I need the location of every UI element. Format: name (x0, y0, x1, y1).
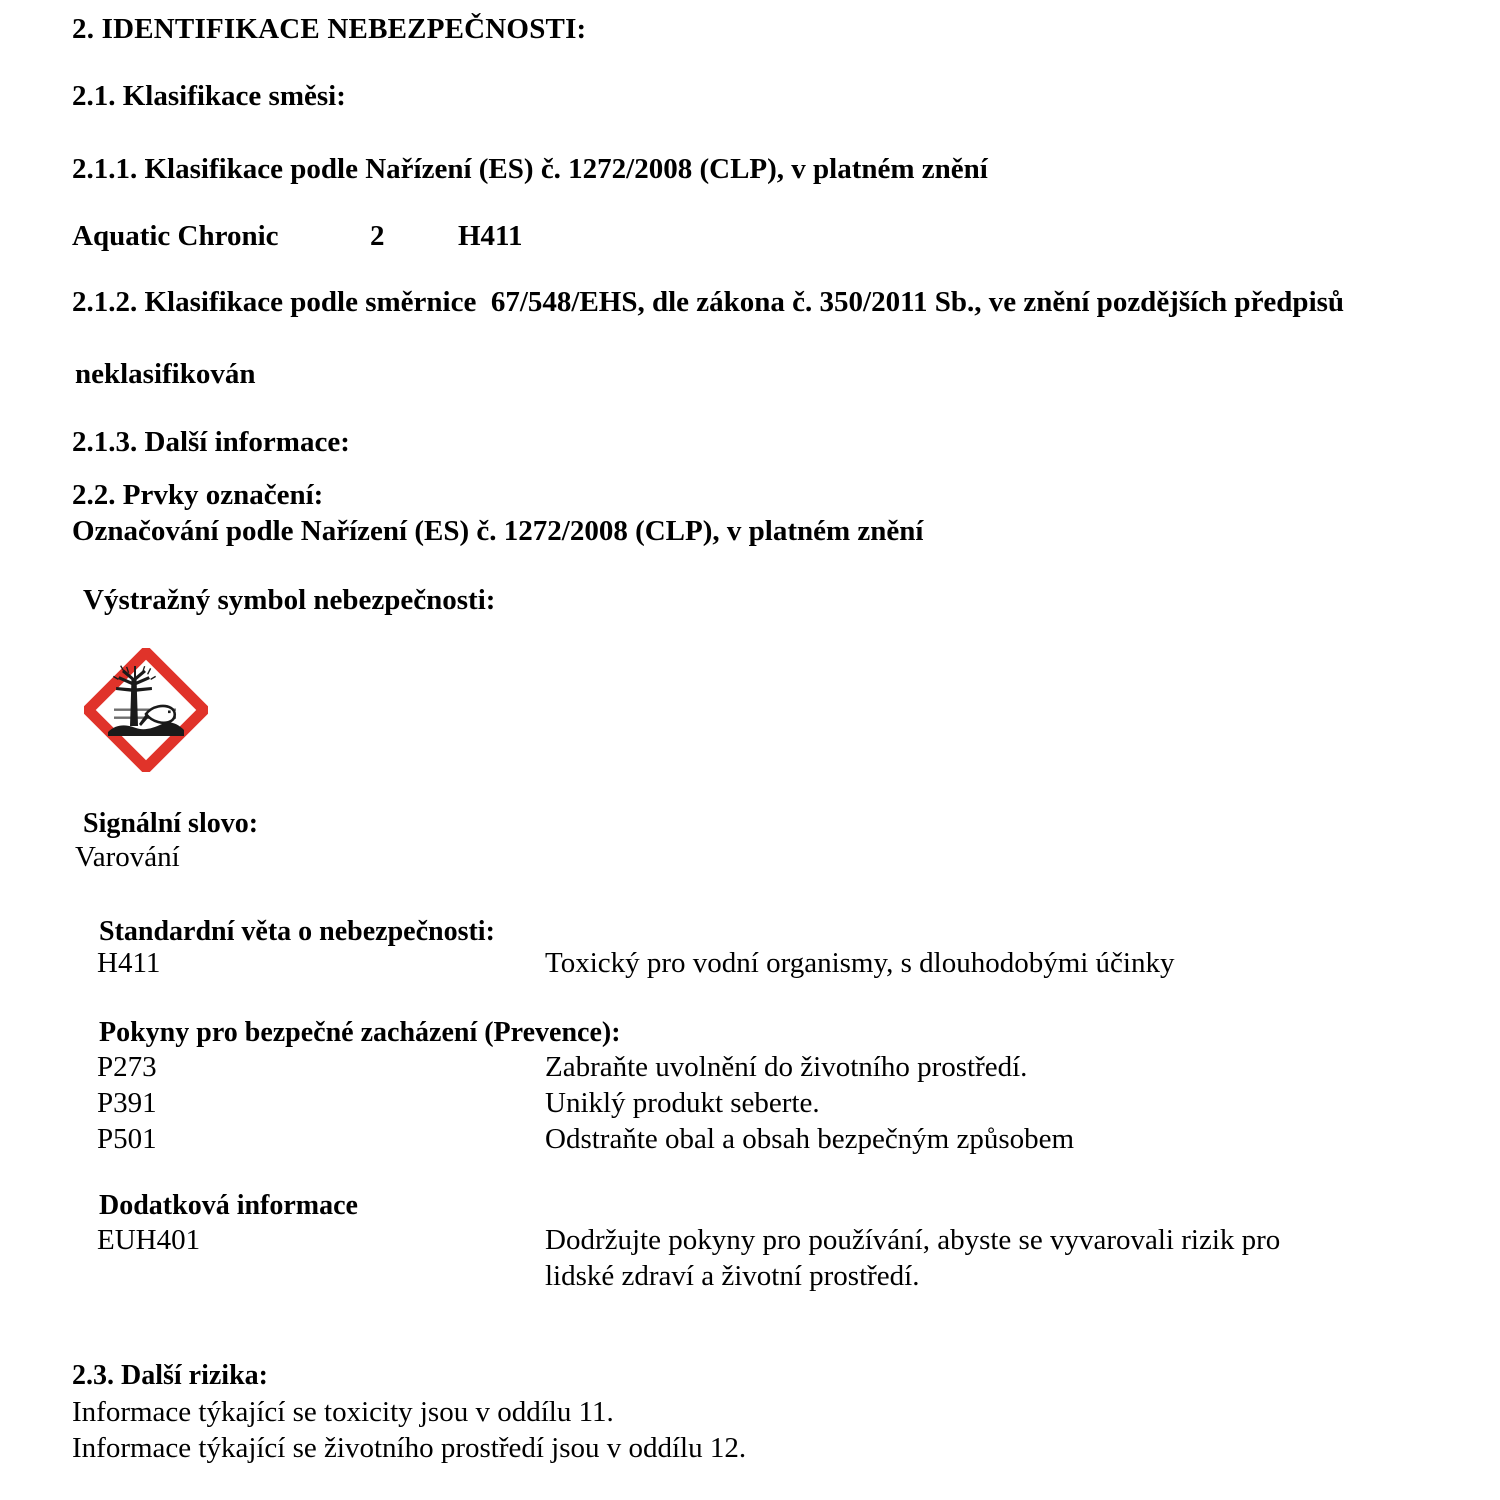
ghs09-environment-icon (84, 648, 208, 772)
subsection-2-1-title: 2.1. Klasifikace směsi: (72, 80, 346, 112)
tree-branch-top (134, 666, 136, 678)
subsection-2-3-line-0: Informace týkající se toxicity jsou v oddílu 11. (72, 1396, 614, 1428)
supplemental-text-0-line-1: Dodržujte pokyny pro používání, abyste se vyvarovali rizik pro (545, 1224, 1281, 1256)
subsection-2-1-3-title: 2.1.3. Další informace: (72, 426, 350, 458)
subsection-2-1-2-title: 2.1.2. Klasifikace podle směrnice 67/548/EHS, dle zákona č. 350/2011 Sb., ve znění pozdějších předpisů (72, 286, 1345, 318)
precautionary-code-2: P501 (97, 1123, 157, 1155)
classification-category: 2 (370, 220, 385, 252)
hazard-statement-code-0: H411 (97, 947, 161, 979)
precautionary-statements-label: Pokyny pro bezpečné zacházení (Prevence): (99, 1017, 621, 1048)
signal-word-value: Varování (75, 841, 180, 873)
precautionary-text-2: Odstraňte obal a obsah bezpečným způsobem (545, 1123, 1075, 1155)
subsection-2-3-line-1: Informace týkající se životního prostředí jsou v oddílu 12. (72, 1432, 747, 1464)
hazard-statements-label: Standardní věta o nebezpečnosti: (99, 916, 495, 947)
subsection-2-2-subtitle: Označování podle Nařízení (ES) č. 1272/2008 (CLP), v platném znění (72, 515, 924, 547)
precautionary-text-0: Zabraňte uvolnění do životního prostředí. (545, 1051, 1028, 1083)
precautionary-code-1: P391 (97, 1087, 157, 1119)
subsection-2-1-2-value: neklasifikován (75, 358, 256, 390)
subsection-2-1-1-title: 2.1.1. Klasifikace podle Nařízení (ES) č. 1272/2008 (CLP), v platném znění (72, 153, 988, 185)
subsection-2-3-title: 2.3. Další rizika: (72, 1360, 268, 1391)
hazard-statement-text-0: Toxický pro vodní organismy, s dlouhodobými účinky (545, 947, 1175, 979)
supplemental-text-0-line-2: lidské zdraví a životní prostředí. (545, 1260, 920, 1292)
supplemental-code-0: EUH401 (97, 1224, 201, 1256)
classification-hazard-class: Aquatic Chronic (72, 220, 279, 252)
signal-word-label: Signální slovo: (83, 808, 259, 839)
supplemental-information-label: Dodatková informace (99, 1190, 358, 1221)
precautionary-text-1: Uniklý produkt seberte. (545, 1087, 820, 1119)
subsection-2-2-title: 2.2. Prvky označení: (72, 479, 324, 511)
fish-eye (168, 711, 171, 714)
classification-hazard-statement-code: H411 (458, 220, 523, 252)
precautionary-code-0: P273 (97, 1051, 157, 1083)
section-title: 2. IDENTIFIKACE NEBEZPEČNOSTI: (72, 13, 587, 45)
ghs09-environment-svg (84, 648, 208, 772)
pictogram-heading: Výstražný symbol nebezpečnosti: (83, 584, 496, 616)
